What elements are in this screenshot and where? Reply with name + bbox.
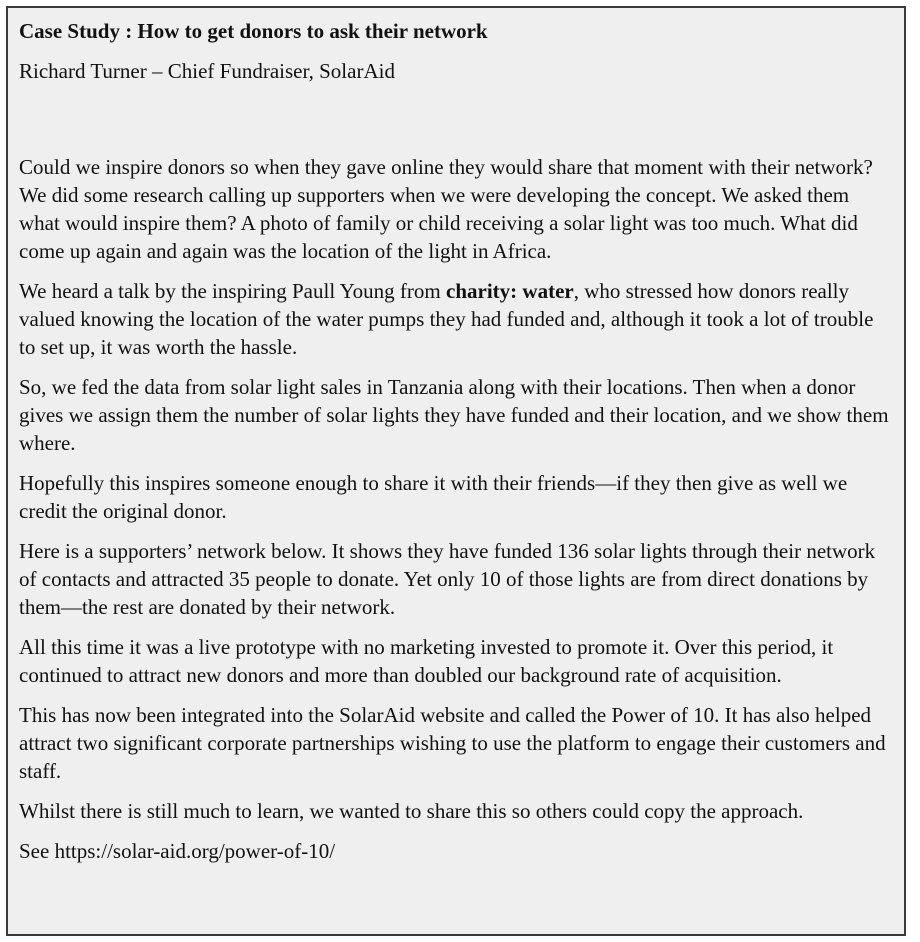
author-line: Richard Turner – Chief Fundraiser, SolarAid	[19, 59, 395, 83]
charity-water-name: charity: water	[446, 279, 574, 303]
paragraph-share-friends: Hopefully this inspires someone enough to share it with their friends—if they then give as well we credit the original donor.	[19, 471, 848, 523]
paragraph-text: , who stressed how donors really valued knowing the location of the water pumps they had funded and, although it took a lot of trouble to set up, it was worth the hassle.	[19, 279, 874, 359]
paragraph-text: We heard a talk by the inspiring Paull Young from	[19, 279, 447, 303]
paragraph-charity-water	[19, 277, 894, 361]
paragraph-share-approach: Whilst there is still much to learn, we wanted to share this so others could copy the approach.	[19, 799, 804, 823]
see-link[interactable]: See https://solar-aid.org/power-of-10/	[19, 839, 336, 863]
case-study-title: Case Study : How to get donors to ask their network	[19, 19, 488, 43]
case-study-box	[6, 6, 906, 936]
paragraph-power-of-10: This has now been integrated into the SolarAid website and called the Power of 10. It has also helped attract two significant corporate partnerships wishing to use the platform to engage their customers and staff.	[19, 703, 886, 783]
paragraph-data-tanzania: So, we fed the data from solar light sales in Tanzania along with their locations. Then when a donor gives we assign them the number of solar lights they have funded and their location, and we show them where.	[19, 375, 889, 455]
paragraph-live-prototype: All this time it was a live prototype with no marketing invested to promote it. Over this period, it continued to attract new donors and more than doubled our background rate of acquisition.	[19, 635, 834, 687]
paragraph-inspire-donors: Could we inspire donors so when they gave online they would share that moment with their network? We did some research calling up supporters when we were developing the concept. We asked them what would inspire them? A photo of family or child receiving a solar light was too much. What did come up again and again was the location of the light in Africa.	[19, 155, 873, 263]
paragraph-supporters-network: Here is a supporters’ network below. It shows they have funded 136 solar lights through their network of contacts and attracted 35 people to donate. Yet only 10 of those lights are from direct donations by them—the rest are donated by their network.	[19, 539, 876, 619]
